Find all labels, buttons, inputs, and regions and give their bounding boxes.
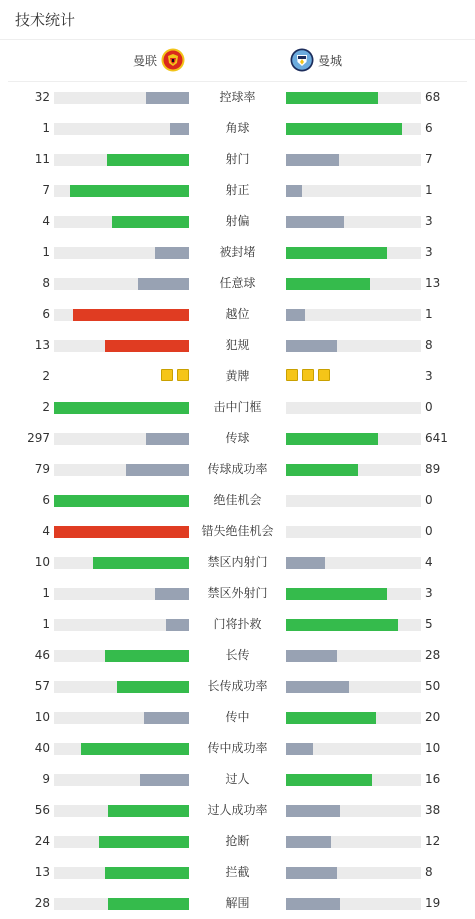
stat-label: 长传	[225, 648, 250, 662]
home-stat-bar-fill	[81, 743, 189, 755]
home-stat-bar-fill	[146, 92, 189, 104]
away-stat-value: 1	[425, 307, 433, 321]
home-stat-value: 10	[34, 710, 50, 724]
away-stat-value: 4	[425, 555, 433, 569]
home-stat-bar-fill	[99, 836, 189, 848]
home-stat-bar	[54, 464, 189, 476]
away-stat-bar	[286, 278, 421, 290]
home-stat-bar-fill	[73, 309, 189, 321]
home-stat-bar-fill	[112, 216, 189, 228]
away-stat-value: 641	[425, 431, 448, 445]
away-stat-bar	[286, 774, 421, 786]
stat-label: 长传成功率	[207, 679, 268, 693]
home-stat-bar	[54, 402, 189, 414]
away-team-name: 曼城	[318, 53, 343, 68]
home-stat-bar-fill	[54, 402, 189, 414]
home-stat-bar	[54, 898, 189, 910]
home-stat-bar	[54, 92, 189, 104]
away-stat-value: 12	[425, 834, 441, 848]
home-stat-bar	[54, 278, 189, 290]
stats-list	[0, 82, 475, 919]
stat-row	[0, 454, 475, 485]
stat-label: 控球率	[219, 90, 256, 104]
stat-row	[0, 206, 475, 237]
stat-row	[0, 640, 475, 671]
stat-label: 禁区内射门	[207, 555, 268, 569]
home-stat-value: 8	[42, 276, 50, 290]
away-stat-bar-fill	[286, 464, 358, 476]
home-stat-bar-fill	[93, 557, 189, 569]
away-stat-bar-fill	[286, 247, 387, 259]
away-stat-bar-fill	[286, 619, 398, 631]
home-stat-bar-fill	[54, 526, 189, 538]
away-stat-value: 3	[425, 214, 433, 228]
stat-row	[0, 175, 475, 206]
away-stat-bar	[286, 309, 421, 321]
stat-label: 击中门框	[213, 400, 262, 414]
away-stat-value: 8	[425, 865, 433, 879]
home-stat-value: 4	[42, 214, 50, 228]
stat-row	[0, 299, 475, 330]
home-stat-value: 57	[34, 679, 50, 693]
home-stat-value: 28	[34, 896, 50, 910]
away-stat-value: 20	[425, 710, 441, 724]
home-stat-bar	[54, 805, 189, 817]
home-stat-bar-fill	[126, 464, 189, 476]
home-stat-bar-fill	[105, 650, 189, 662]
away-stat-bar-fill	[286, 340, 337, 352]
stat-row	[0, 826, 475, 857]
away-stat-bar	[286, 712, 421, 724]
home-stat-bar	[54, 247, 189, 259]
home-stat-bar-fill	[54, 495, 189, 507]
away-stat-bar-fill	[286, 650, 337, 662]
away-stat-value: 6	[425, 121, 433, 135]
home-stat-bar-fill	[144, 712, 189, 724]
away-stat-value: 10	[425, 741, 441, 755]
stat-label: 黄牌	[225, 369, 250, 383]
home-stat-bar	[54, 526, 189, 538]
away-stat-bar	[286, 154, 421, 166]
stat-row	[0, 237, 475, 268]
home-stat-value: 1	[42, 586, 50, 600]
home-stat-bar	[54, 154, 189, 166]
home-stat-value: 6	[42, 493, 50, 507]
home-stat-bar	[54, 619, 189, 631]
home-stat-value: 32	[34, 90, 50, 104]
stat-label: 任意球	[219, 276, 256, 290]
home-stat-value: 79	[34, 462, 50, 476]
away-stat-bar	[286, 433, 421, 445]
away-stat-bar	[286, 557, 421, 569]
away-stat-bar-fill	[286, 278, 370, 290]
away-stat-bar	[286, 402, 421, 414]
stat-row	[0, 268, 475, 299]
stat-row	[0, 578, 475, 609]
home-stat-bar-fill	[155, 588, 189, 600]
yellow-card-icon	[177, 369, 189, 381]
stat-label: 错失绝佳机会	[201, 524, 274, 538]
home-stat-value: 46	[34, 648, 50, 662]
home-stat-value: 24	[34, 834, 50, 848]
away-stat-value: 0	[425, 400, 433, 414]
yellow-card-icon	[318, 369, 330, 381]
stat-row	[0, 547, 475, 578]
stat-row	[0, 144, 475, 175]
home-stat-value: 1	[42, 121, 50, 135]
stat-label: 禁区外射门	[207, 586, 268, 600]
home-stat-bar	[54, 185, 189, 197]
away-stat-bar-fill	[286, 216, 344, 228]
away-stat-value: 7	[425, 152, 433, 166]
home-stat-value: 13	[34, 338, 50, 352]
home-stat-bar-fill	[70, 185, 189, 197]
away-stat-bar-fill	[286, 743, 313, 755]
stat-label: 射偏	[225, 214, 250, 228]
stat-row	[0, 795, 475, 826]
away-stat-value: 0	[425, 524, 433, 538]
home-stat-bar	[54, 557, 189, 569]
away-stat-bar-fill	[286, 867, 337, 879]
yellow-card-icon	[302, 369, 314, 381]
away-stat-value: 0	[425, 493, 433, 507]
stat-label: 射正	[225, 183, 250, 197]
home-stat-bar-fill	[108, 898, 189, 910]
stat-row	[0, 485, 475, 516]
home-stat-bar-fill	[140, 774, 189, 786]
stat-row	[0, 702, 475, 733]
away-stat-value: 3	[425, 245, 433, 259]
home-stat-value: 56	[34, 803, 50, 817]
stat-label: 传中成功率	[207, 741, 268, 755]
home-stat-bar-fill	[155, 247, 189, 259]
home-stat-bar-fill	[105, 340, 189, 352]
home-stat-bar	[54, 712, 189, 724]
away-stat-bar	[286, 247, 421, 259]
home-stat-bar-fill	[107, 154, 189, 166]
away-stat-bar-fill	[286, 774, 372, 786]
away-stat-bar-fill	[286, 433, 378, 445]
home-stat-value: 297	[27, 431, 50, 445]
stat-label: 过人	[225, 772, 250, 786]
stat-row	[0, 764, 475, 795]
home-stat-bar	[54, 340, 189, 352]
home-stat-bar	[54, 495, 189, 507]
away-stat-bar	[286, 340, 421, 352]
page-header	[0, 0, 475, 40]
stat-row	[0, 330, 475, 361]
stat-row	[0, 113, 475, 144]
away-stat-bar-fill	[286, 712, 376, 724]
away-stat-value: 89	[425, 462, 441, 476]
yellow-card-icon	[161, 369, 173, 381]
home-stat-value: 7	[42, 183, 50, 197]
away-stat-bar	[286, 619, 421, 631]
away-stat-bar	[286, 836, 421, 848]
away-stat-bar-fill	[286, 805, 340, 817]
stat-row	[0, 857, 475, 888]
home-stat-bar	[54, 433, 189, 445]
away-stat-bar	[286, 805, 421, 817]
stat-row	[0, 423, 475, 454]
away-stat-bar	[286, 526, 421, 538]
stat-row	[0, 392, 475, 423]
stat-label: 传球	[225, 431, 250, 445]
stat-label: 绝佳机会	[213, 493, 262, 507]
away-stat-value: 50	[425, 679, 441, 693]
home-stat-bar	[54, 309, 189, 321]
away-stat-bar	[286, 495, 421, 507]
home-stat-value: 4	[42, 524, 50, 538]
stat-label: 传球成功率	[207, 462, 268, 476]
away-stat-value: 28	[425, 648, 441, 662]
stat-label: 门将扑救	[213, 617, 262, 631]
away-stat-bar	[286, 588, 421, 600]
home-yellow-cards	[161, 369, 189, 381]
away-stat-value: 3	[425, 586, 433, 600]
home-stat-value: 11	[34, 152, 50, 166]
away-stat-bar-fill	[286, 588, 387, 600]
manchester-city-crest-icon	[290, 48, 314, 72]
home-stat-bar	[54, 774, 189, 786]
yellow-card-icon	[286, 369, 298, 381]
home-stat-value: 1	[42, 617, 50, 631]
stat-row	[0, 516, 475, 547]
home-stat-bar	[54, 216, 189, 228]
away-stat-value: 3	[425, 369, 433, 383]
away-stat-value: 13	[425, 276, 441, 290]
stat-label: 被封堵	[219, 245, 256, 259]
away-stat-value: 1	[425, 183, 433, 197]
stat-label: 越位	[225, 307, 250, 321]
stat-row	[0, 733, 475, 764]
away-stat-value: 19	[425, 896, 441, 910]
home-stat-value: 2	[42, 400, 50, 414]
away-stat-bar	[286, 898, 421, 910]
home-stat-bar	[54, 123, 189, 135]
stat-label: 犯规	[225, 338, 250, 352]
home-team[interactable]	[129, 48, 185, 72]
home-stat-value: 2	[42, 369, 50, 383]
home-stat-bar-fill	[170, 123, 189, 135]
away-stat-value: 68	[425, 90, 441, 104]
home-stat-value: 40	[34, 741, 50, 755]
away-stat-bar	[286, 216, 421, 228]
stat-label: 抢断	[225, 834, 250, 848]
home-stat-bar	[54, 588, 189, 600]
stat-label: 解围	[225, 896, 250, 910]
home-stat-bar-fill	[138, 278, 189, 290]
stat-label: 角球	[225, 121, 250, 135]
home-stat-value: 6	[42, 307, 50, 321]
away-stat-bar	[286, 123, 421, 135]
home-stat-bar	[54, 681, 189, 693]
stat-label: 传中	[225, 710, 250, 724]
home-stat-bar	[54, 867, 189, 879]
stat-row	[0, 888, 475, 919]
home-team-name: 曼联	[132, 53, 157, 68]
away-stat-bar-fill	[286, 898, 340, 910]
away-stat-bar	[286, 92, 421, 104]
home-stat-bar-fill	[105, 867, 189, 879]
home-stat-bar	[54, 650, 189, 662]
home-stat-bar-fill	[108, 805, 189, 817]
stat-label: 过人成功率	[207, 803, 268, 817]
teams-header	[8, 40, 467, 82]
away-stat-value: 16	[425, 772, 441, 786]
away-stat-value: 5	[425, 617, 433, 631]
away-yellow-cards	[286, 369, 330, 381]
away-stat-bar	[286, 185, 421, 197]
away-stat-bar	[286, 867, 421, 879]
manchester-united-crest-icon	[161, 48, 185, 72]
away-stat-bar	[286, 464, 421, 476]
away-stat-bar-fill	[286, 836, 331, 848]
stat-label: 拦截	[225, 865, 250, 879]
home-stat-bar	[54, 743, 189, 755]
home-stat-bar-fill	[117, 681, 189, 693]
away-stat-value: 38	[425, 803, 441, 817]
home-stat-bar	[54, 836, 189, 848]
away-stat-bar-fill	[286, 309, 305, 321]
away-stat-bar-fill	[286, 557, 325, 569]
home-stat-value: 9	[42, 772, 50, 786]
away-stat-bar-fill	[286, 92, 378, 104]
stat-row	[0, 82, 475, 113]
stat-row	[0, 671, 475, 702]
stat-row	[0, 361, 475, 392]
away-stat-bar-fill	[286, 154, 339, 166]
away-stat-bar-fill	[286, 123, 402, 135]
stat-row	[0, 609, 475, 640]
away-stat-bar-fill	[286, 185, 302, 197]
page-title: 技术统计	[15, 11, 76, 29]
away-stat-bar	[286, 650, 421, 662]
home-stat-bar-fill	[146, 433, 189, 445]
away-team[interactable]	[290, 48, 346, 72]
away-stat-value: 8	[425, 338, 433, 352]
home-stat-value: 1	[42, 245, 50, 259]
away-stat-bar	[286, 681, 421, 693]
home-stat-bar-fill	[166, 619, 189, 631]
stat-label: 射门	[225, 152, 250, 166]
away-stat-bar	[286, 743, 421, 755]
away-stat-bar-fill	[286, 681, 349, 693]
home-stat-value: 13	[34, 865, 50, 879]
home-stat-value: 10	[34, 555, 50, 569]
